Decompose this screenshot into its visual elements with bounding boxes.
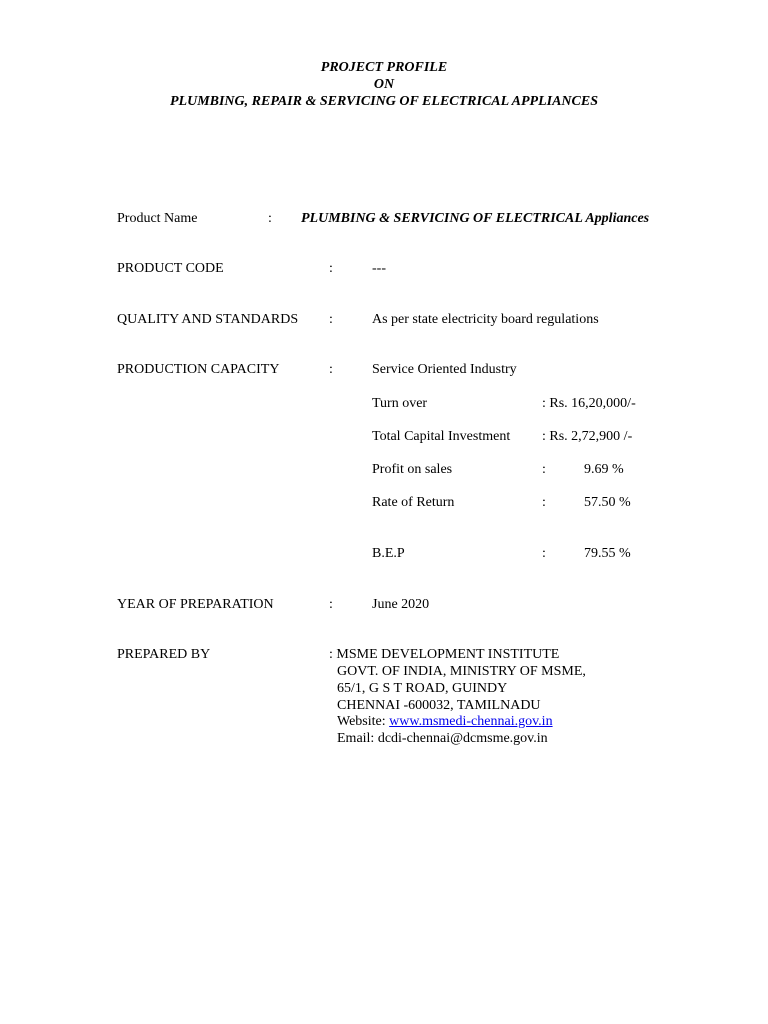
quality-value: As per state electricity board regulations [372,312,599,327]
turnover-label: Turn over [372,396,428,411]
website-link[interactable]: www.msmedi-chennai.gov.in [389,714,553,729]
product-name-value: PLUMBING & SERVICING OF ELECTRICAL Appliances [301,211,650,226]
rate-of-return-value: 57.50 % [584,495,631,510]
bep-label: B.E.P [372,546,405,561]
production-capacity-label: PRODUCTION CAPACITY [117,362,280,377]
website-label: Website: [337,714,390,729]
prepared-by-line-4: CHENNAI -600032, TAMILNADU [337,698,541,713]
prepared-by-line-1: : MSME DEVELOPMENT INSTITUTE [329,647,560,662]
profit-on-sales-label: Profit on sales [372,462,453,477]
product-name-colon: : [268,211,272,226]
production-capacity-colon: : [329,362,333,377]
bep-colon: : [542,546,546,561]
prepared-by-line-3: 65/1, G S T ROAD, GUINDY [337,681,508,696]
email-line: Email: dcdi-chennai@dcmsme.gov.in [337,731,548,746]
prepared-by-label: PREPARED BY [117,647,211,662]
year-of-preparation-label: YEAR OF PREPARATION [117,597,274,612]
profit-on-sales-colon: : [542,462,546,477]
product-code-value: --- [372,261,386,276]
product-name-label: Product Name [117,211,198,226]
turnover-value: : Rs. 16,20,000/- [542,396,636,411]
title-line-1: PROJECT PROFILE [320,60,448,75]
title-line-3: PLUMBING, REPAIR & SERVICING OF ELECTRICAL APPLIANCES [169,94,598,109]
product-code-label: PRODUCT CODE [117,261,224,276]
year-of-preparation-value: June 2020 [372,597,430,612]
product-code-colon: : [329,261,333,276]
website-line [337,713,553,730]
bep-value: 79.55 % [584,546,631,561]
quality-label: QUALITY AND STANDARDS [117,312,299,327]
production-capacity-value: Service Oriented Industry [372,362,517,377]
capital-investment-label: Total Capital Investment [372,429,511,444]
prepared-by-line-2: GOVT. OF INDIA, MINISTRY OF MSME, [337,664,586,679]
rate-of-return-label: Rate of Return [372,495,455,510]
title-line-2: ON [373,77,395,92]
capital-investment-value: : Rs. 2,72,900 /- [542,429,633,444]
profit-on-sales-value: 9.69 % [584,462,624,477]
rate-of-return-colon: : [542,495,546,510]
quality-colon: : [329,312,333,327]
year-of-preparation-colon: : [329,597,333,612]
